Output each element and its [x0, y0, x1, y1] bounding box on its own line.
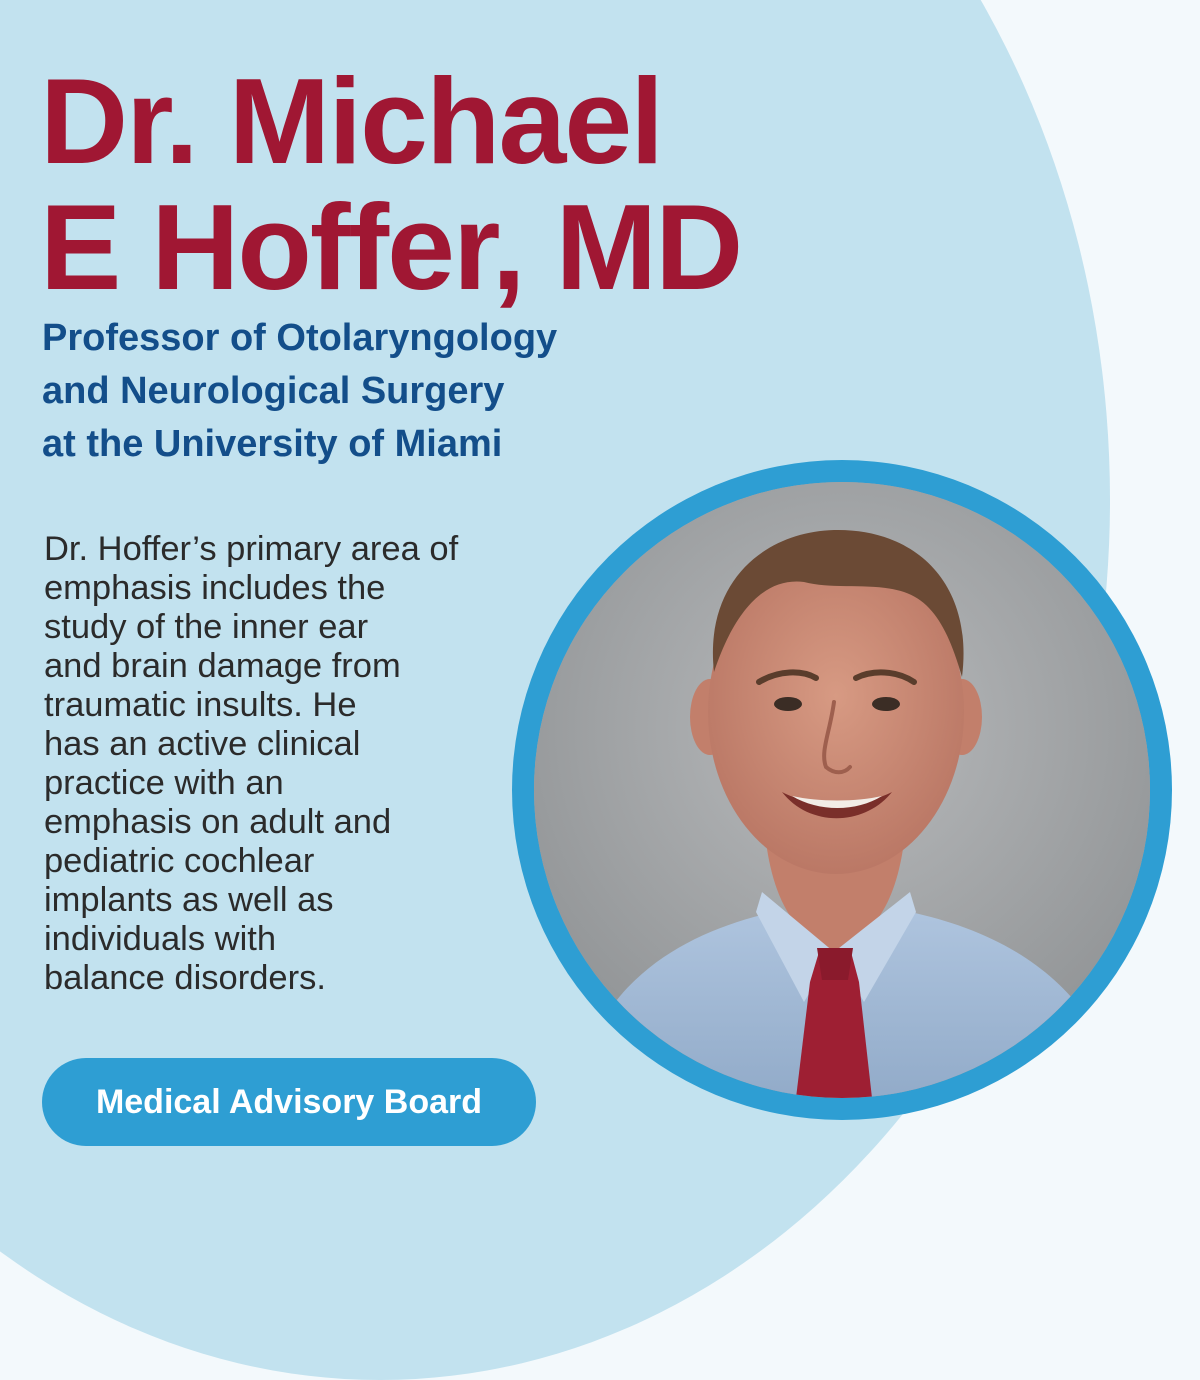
bio-line: emphasis includes the	[44, 569, 386, 607]
bio-line: and brain damage from	[44, 647, 401, 685]
doctor-name-line-1: Dr. Michael	[40, 53, 663, 189]
bio-text	[44, 530, 574, 998]
bio-line: pediatric cochlear	[44, 842, 315, 880]
doctor-title-line-1: Professor of Otolaryngology	[42, 317, 558, 359]
bio-line: implants as well as	[44, 881, 334, 919]
doctor-name	[40, 53, 742, 315]
bio-line: balance disorders.	[44, 959, 326, 997]
bio-line: study of the inner ear	[44, 608, 369, 646]
doctor-title	[42, 312, 557, 471]
bio-line: traumatic insults. He	[44, 686, 357, 724]
doctor-title-line-2: and Neurological Surgery	[42, 370, 505, 412]
portrait-frame	[512, 460, 1172, 1120]
bio-line: has an active clinical	[44, 725, 361, 763]
doctor-name-line-2: E Hoffer, MD	[40, 179, 742, 315]
bio-line: emphasis on adult and	[44, 803, 392, 841]
bio-line: individuals with	[44, 920, 277, 958]
bio-line: Dr. Hoffer’s primary area of	[44, 530, 459, 568]
portrait-illustration	[534, 482, 1150, 1098]
doctor-portrait	[534, 482, 1150, 1098]
medical-advisory-board-badge: Medical Advisory Board	[42, 1058, 536, 1146]
doctor-title-line-3: at the University of Miami	[42, 423, 503, 465]
bio-line: practice with an	[44, 764, 284, 802]
